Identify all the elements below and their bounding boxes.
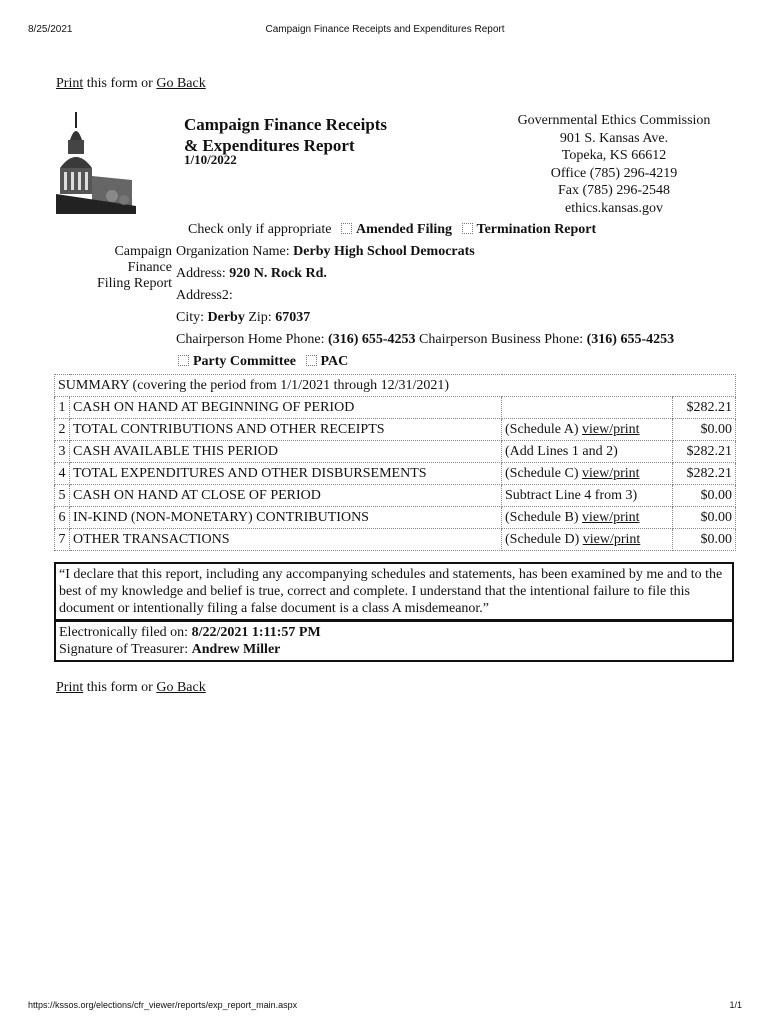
schedule-c-label: (Schedule C) — [505, 465, 582, 481]
print-link[interactable]: Print — [56, 680, 84, 695]
go-back-link[interactable]: Go Back — [156, 680, 206, 695]
treasurer-label: Signature of Treasurer: — [59, 642, 192, 657]
agency-city: Topeka, KS 66612 — [561, 148, 667, 163]
city-zip-line — [176, 310, 310, 326]
filing-info-box — [54, 620, 734, 662]
filed-on-datetime: 8/22/2021 1:11:57 PM — [191, 625, 321, 640]
line-schedule — [502, 397, 673, 419]
schedule-b-label: (Schedule B) — [505, 509, 582, 525]
report-title-line1: Campaign Finance Receipts — [184, 115, 388, 134]
table-row — [55, 419, 736, 441]
side-label — [86, 244, 172, 292]
line-amount: $282.21 — [673, 441, 736, 463]
schedule-c-view-print-link[interactable]: view/print — [581, 465, 640, 481]
table-row — [55, 485, 736, 507]
business-phone-label: Chairperson Business Phone: — [415, 332, 587, 347]
report-date: 1/10/2022 — [184, 152, 237, 167]
side-label-line3: Filing Report — [96, 276, 172, 291]
table-row — [55, 529, 736, 551]
line-amount: $282.21 — [673, 397, 736, 419]
address2-label: Address2: — [176, 288, 233, 303]
side-label-line2: Finance — [127, 260, 172, 275]
org-name-label: Organization Name: — [176, 244, 294, 259]
filed-on-line — [59, 624, 729, 641]
filing-type-prompt: Check only if appropriate — [188, 222, 332, 237]
bottom-nav — [56, 680, 206, 696]
schedule-d-view-print-link[interactable]: view/print — [582, 531, 641, 547]
kansas-statehouse-seal-icon — [56, 110, 136, 215]
termination-report-label: Termination Report — [476, 222, 597, 237]
table-row — [55, 397, 736, 419]
business-phone-value: (316) 655-4253 — [586, 332, 675, 347]
line-amount: $0.00 — [673, 485, 736, 507]
nav-text: this form or — [83, 76, 157, 91]
agency-address-block — [498, 112, 730, 217]
pac-label: PAC — [320, 354, 349, 369]
phone-line — [176, 332, 674, 348]
city-label: City: — [176, 310, 208, 325]
line-amount: $282.21 — [673, 463, 736, 485]
line-number: 3 — [55, 441, 70, 463]
city-value: Derby — [207, 310, 245, 325]
line-number: 1 — [55, 397, 70, 419]
table-row — [55, 507, 736, 529]
agency-street: 901 S. Kansas Ave. — [559, 130, 669, 146]
line-label: TOTAL EXPENDITURES AND OTHER DISBURSEMENTS — [70, 463, 502, 485]
agency-name: Governmental Ethics Commission — [517, 113, 711, 128]
report-title — [184, 114, 387, 156]
line-label: IN-KIND (NON-MONETARY) CONTRIBUTIONS — [70, 507, 502, 529]
line-number: 4 — [55, 463, 70, 485]
filing-type-line — [188, 222, 596, 238]
nav-text: this form or — [83, 680, 157, 695]
treasurer-line — [59, 641, 729, 658]
amended-filing-label: Amended Filing — [355, 222, 453, 237]
declaration-box: “I declare that this report, including any accompanying schedules and statements, has been examined by me and to the best of my knowledge and belief is true, correct and complete. I understand that the intentional failure to file this document or intentionally filing a false document is a class A misdemeanor.” — [54, 562, 734, 621]
print-link[interactable]: Print — [56, 76, 84, 91]
line-schedule — [502, 419, 673, 441]
go-back-link[interactable]: Go Back — [156, 76, 206, 91]
line-label: CASH ON HAND AT CLOSE OF PERIOD — [70, 485, 502, 507]
line-schedule — [502, 463, 673, 485]
top-nav — [56, 76, 206, 92]
print-date: 8/25/2021 — [28, 24, 73, 35]
schedule-a-label: (Schedule A) — [505, 421, 582, 437]
line-schedule: (Add Lines 1 and 2) — [502, 441, 673, 463]
summary-table — [54, 374, 736, 551]
line-label: OTHER TRANSACTIONS — [70, 529, 502, 551]
home-phone-value: (316) 655-4253 — [328, 332, 416, 347]
party-committee-checkbox[interactable] — [178, 355, 189, 366]
termination-report-checkbox[interactable] — [462, 223, 473, 234]
line-amount: $0.00 — [673, 419, 736, 441]
zip-label: Zip: — [244, 310, 276, 325]
zip-value: 67037 — [275, 310, 311, 325]
home-phone-label: Chairperson Home Phone: — [176, 332, 329, 347]
line-amount: $0.00 — [673, 507, 736, 529]
treasurer-name: Andrew Miller — [191, 642, 281, 657]
print-header-title: Campaign Finance Receipts and Expenditures Report — [265, 24, 505, 35]
address-value: 920 N. Rock Rd. — [229, 266, 327, 281]
line-schedule — [502, 529, 673, 551]
summary-header-row — [55, 375, 736, 397]
agency-office-phone: Office (785) 296-4219 — [550, 165, 678, 181]
line-label: TOTAL CONTRIBUTIONS AND OTHER RECEIPTS — [70, 419, 502, 441]
print-footer-page: 1/1 — [729, 1000, 742, 1010]
schedule-b-view-print-link[interactable]: view/print — [581, 509, 640, 525]
line-label: CASH ON HAND AT BEGINNING OF PERIOD — [70, 397, 502, 419]
table-row — [55, 463, 736, 485]
line-number: 5 — [55, 485, 70, 507]
side-label-line1: Campaign — [114, 244, 172, 259]
address2-line — [176, 288, 233, 304]
pac-checkbox[interactable] — [306, 355, 317, 366]
line-schedule: Subtract Line 4 from 3) — [502, 485, 673, 507]
print-footer-url: https://kssos.org/elections/cfr_viewer/reports/exp_report_main.aspx — [28, 1000, 298, 1010]
line-schedule — [502, 507, 673, 529]
org-name-line — [176, 244, 475, 260]
party-committee-label: Party Committee — [193, 354, 297, 369]
agency-fax: Fax (785) 296-2548 — [558, 183, 670, 198]
line-number: 7 — [55, 529, 70, 551]
line-label: CASH AVAILABLE THIS PERIOD — [70, 441, 502, 463]
filed-on-label: Electronically filed on: — [59, 625, 192, 640]
org-name: Derby High School Democrats — [293, 244, 475, 259]
amended-filing-checkbox[interactable] — [341, 223, 352, 234]
report-title-line2: & Expenditures Report — [184, 136, 355, 155]
address-label: Address: — [176, 266, 230, 281]
schedule-a-view-print-link[interactable]: view/print — [581, 421, 640, 437]
committee-type-line — [176, 354, 348, 370]
address-line — [176, 266, 327, 282]
schedule-d-label: (Schedule D) — [505, 531, 583, 547]
table-row — [55, 441, 736, 463]
agency-website: ethics.kansas.gov — [565, 200, 663, 216]
line-number: 6 — [55, 507, 70, 529]
line-amount: $0.00 — [673, 529, 736, 551]
line-number: 2 — [55, 419, 70, 441]
summary-header: SUMMARY (covering the period from 1/1/2021 through 12/31/2021) — [55, 375, 736, 397]
